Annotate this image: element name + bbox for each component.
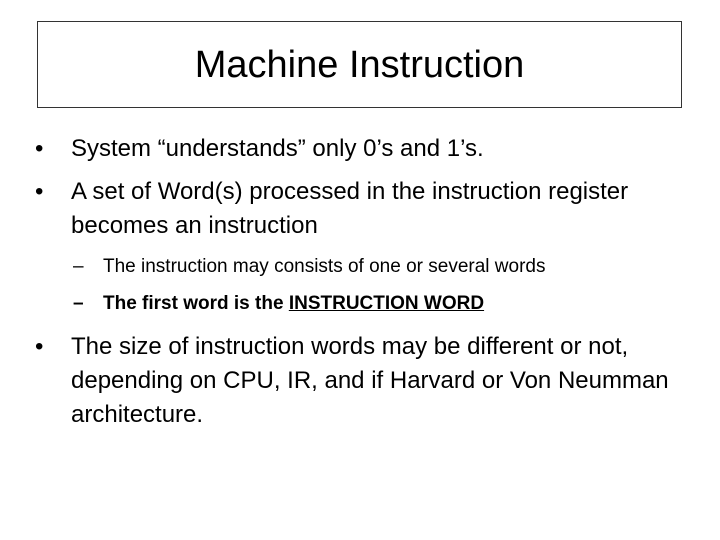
- bullet-marker: •: [35, 178, 44, 205]
- sub-bullet-item: [73, 290, 693, 318]
- slide-title: Machine Instruction: [194, 43, 525, 86]
- bullet-marker: •: [35, 333, 44, 360]
- bullet-marker: •: [35, 135, 44, 162]
- sub-bullet-item: [73, 253, 693, 281]
- sub-bullet-text: The instruction may consists of one or several words: [103, 256, 546, 277]
- bullet-item: [35, 132, 685, 166]
- emphasis-text: INSTRUCTION WORD: [288, 293, 485, 314]
- bullet-text: System “understands” only 0’s and 1’s.: [71, 135, 484, 162]
- bullet-text: The size of instruction words may be different or not, depending on CPU, IR, and if Harvard or Von Neumman architecture.: [71, 333, 669, 428]
- bullet-item: [35, 175, 635, 243]
- bullet-text: A set of Word(s) processed in the instruction register becomes an instruction: [71, 178, 629, 239]
- bullet-item: [35, 330, 675, 432]
- sub-bullet-text: The first word is the: [103, 293, 289, 314]
- sub-bullet-marker: –: [73, 293, 84, 314]
- sub-bullet-marker: –: [73, 256, 84, 277]
